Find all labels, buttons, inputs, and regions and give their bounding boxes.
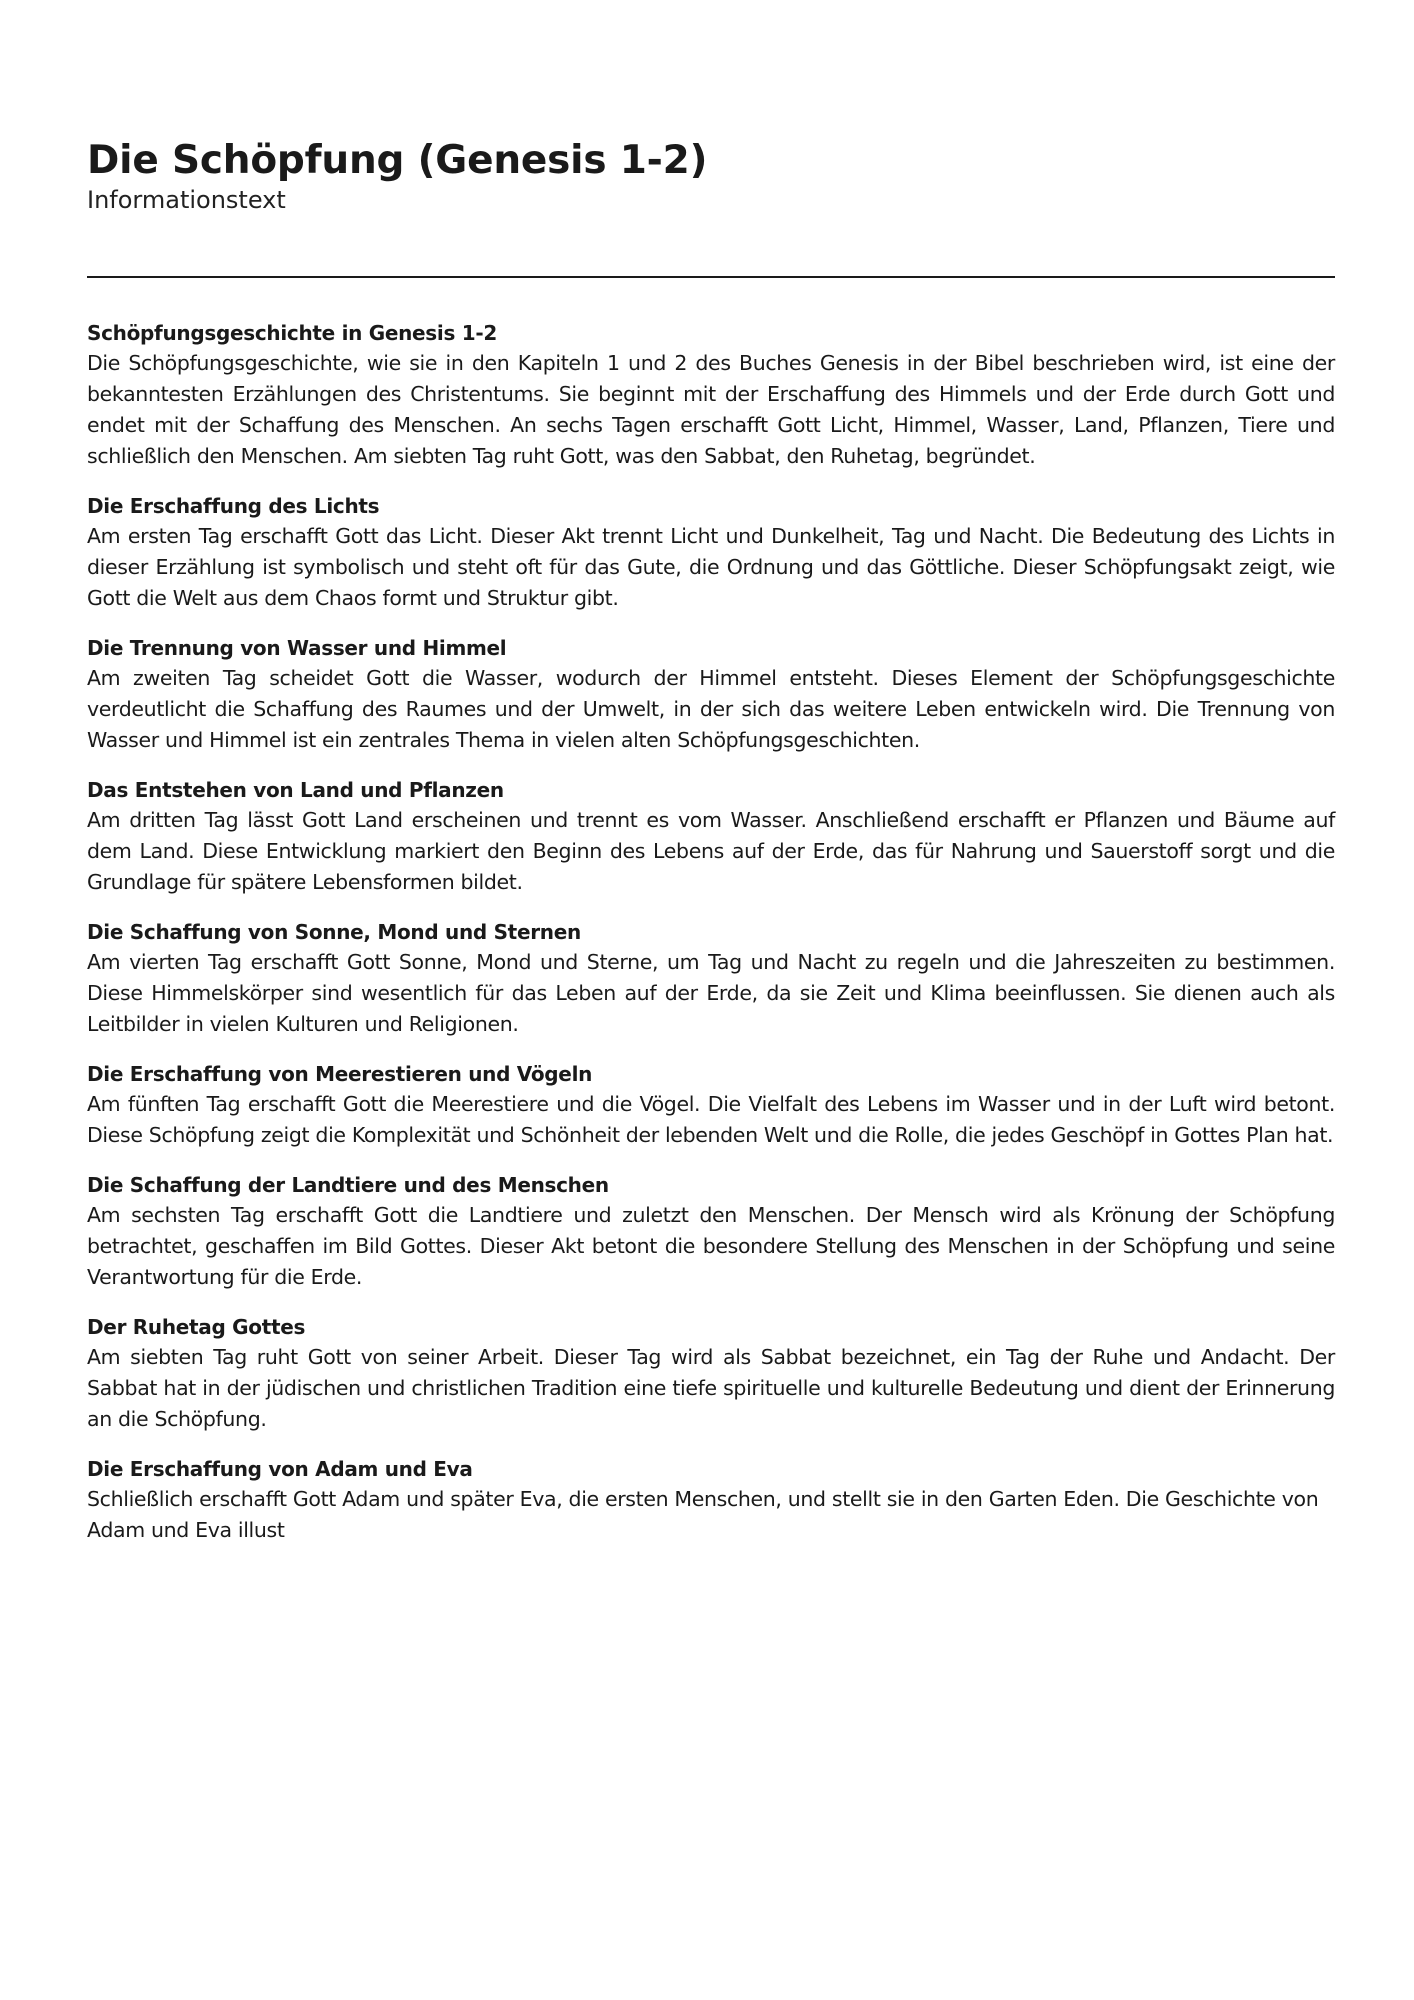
section-adam-eve bbox=[87, 1454, 1335, 1546]
section-heading: Die Erschaffung des Lichts bbox=[87, 494, 380, 518]
section-body: Am dritten Tag lässt Gott Land erscheinen und trennt es vom Wasser. Anschließend erschafft er Pflanzen und Bäume auf dem Land. Diese Entwicklung markiert den Beginn des Lebens auf der Erde, das für Nahrung und Sauerstoff sorgt und die Grundlage für spätere Lebensformen bildet. bbox=[87, 808, 1335, 894]
section-heading: Der Ruhetag Gottes bbox=[87, 1315, 306, 1339]
section-heading: Die Erschaffung von Adam und Eva bbox=[87, 1457, 473, 1481]
document-page bbox=[87, 137, 1335, 1565]
section-sea-creatures-birds bbox=[87, 1059, 1335, 1151]
section-day-of-rest bbox=[87, 1312, 1335, 1435]
document-title: Die Schöpfung (Genesis 1-2) bbox=[87, 138, 708, 183]
section-body: Die Schöpfungsgeschichte, wie sie in den Kapiteln 1 und 2 des Buches Genesis in der Bibel beschrieben wird, ist eine der bekanntesten Erzählungen des Christentums. Sie beginnt mit der Erschaffung des Himmels und der Erde durch Gott und endet mit der Schaffung des Menschen. An sechs Tagen erschafft Gott Licht, Himmel, Wasser, Land, Pflanzen, Tiere und schließlich den Menschen. Am siebten Tag ruht Gott, was den Sabbat, den Ruhetag, begründet. bbox=[87, 351, 1335, 468]
section-heading: Die Trennung von Wasser und Himmel bbox=[87, 636, 507, 660]
section-sun-moon-stars bbox=[87, 917, 1335, 1040]
section-heading: Die Erschaffung von Meerestieren und Vögeln bbox=[87, 1062, 593, 1086]
section-water-sky bbox=[87, 633, 1335, 756]
section-body: Schließlich erschafft Gott Adam und später Eva, die ersten Menschen, und stellt sie in den Garten Eden. Die Geschichte von Adam und Eva illust bbox=[87, 1487, 1319, 1542]
section-body: Am sechsten Tag erschafft Gott die Landtiere und zuletzt den Menschen. Der Mensch wird als Krönung der Schöpfung betrachtet, geschaffen im Bild Gottes. Dieser Akt betont die besondere Stellung des Menschen in der Schöpfung und seine Verantwortung für die Erde. bbox=[87, 1203, 1335, 1289]
section-land-animals-humans bbox=[87, 1170, 1335, 1293]
section-body: Am zweiten Tag scheidet Gott die Wasser, wodurch der Himmel entsteht. Dieses Element der Schöpfungsgeschichte verdeutlicht die Schaffung des Raumes und der Umwelt, in der sich das weitere Leben entwickeln wird. Die Trennung von Wasser und Himmel ist ein zentrales Thema in vielen alten Schöpfungsgeschichten. bbox=[87, 666, 1335, 752]
section-heading: Schöpfungsgeschichte in Genesis 1-2 bbox=[87, 321, 497, 345]
section-body: Am siebten Tag ruht Gott von seiner Arbeit. Dieser Tag wird als Sabbat bezeichnet, ein Tag der Ruhe und Andacht. Der Sabbat hat in der jüdischen und christlichen Tradition eine tiefe spirituelle und kulturelle Bedeutung und dient der Erinnerung an die Schöpfung. bbox=[87, 1345, 1335, 1431]
document-subtitle: Informationstext bbox=[87, 186, 286, 214]
section-heading: Die Schaffung der Landtiere und des Menschen bbox=[87, 1173, 609, 1197]
section-heading: Die Schaffung von Sonne, Mond und Sternen bbox=[87, 920, 581, 944]
section-land-plants bbox=[87, 775, 1335, 898]
section-body: Am vierten Tag erschafft Gott Sonne, Mond und Sterne, um Tag und Nacht zu regeln und die Jahreszeiten zu bestimmen. Diese Himmelskörper sind wesentlich für das Leben auf der Erde, da sie Zeit und Klima beeinflussen. Sie dienen auch als Leitbilder in vielen Kulturen und Religionen. bbox=[87, 950, 1335, 1036]
title-divider bbox=[87, 276, 1335, 278]
section-light bbox=[87, 491, 1335, 614]
section-body: Am fünften Tag erschafft Gott die Meerestiere und die Vögel. Die Vielfalt des Lebens im Wasser und in der Luft wird betont. Diese Schöpfung zeigt die Komplexität und Schönheit der lebenden Welt und die Rolle, die jedes Geschöpf in Gottes Plan hat. bbox=[87, 1092, 1335, 1147]
section-heading: Das Entstehen von Land und Pflanzen bbox=[87, 778, 504, 802]
section-body: Am ersten Tag erschafft Gott das Licht. Dieser Akt trennt Licht und Dunkelheit, Tag und Nacht. Die Bedeutung des Lichts in dieser Erzählung ist symbolisch und steht oft für das Gute, die Ordnung und das Göttliche. Dieser Schöpfungsakt zeigt, wie Gott die Welt aus dem Chaos formt und Struktur gibt. bbox=[87, 524, 1335, 610]
section-creation-story bbox=[87, 318, 1335, 472]
